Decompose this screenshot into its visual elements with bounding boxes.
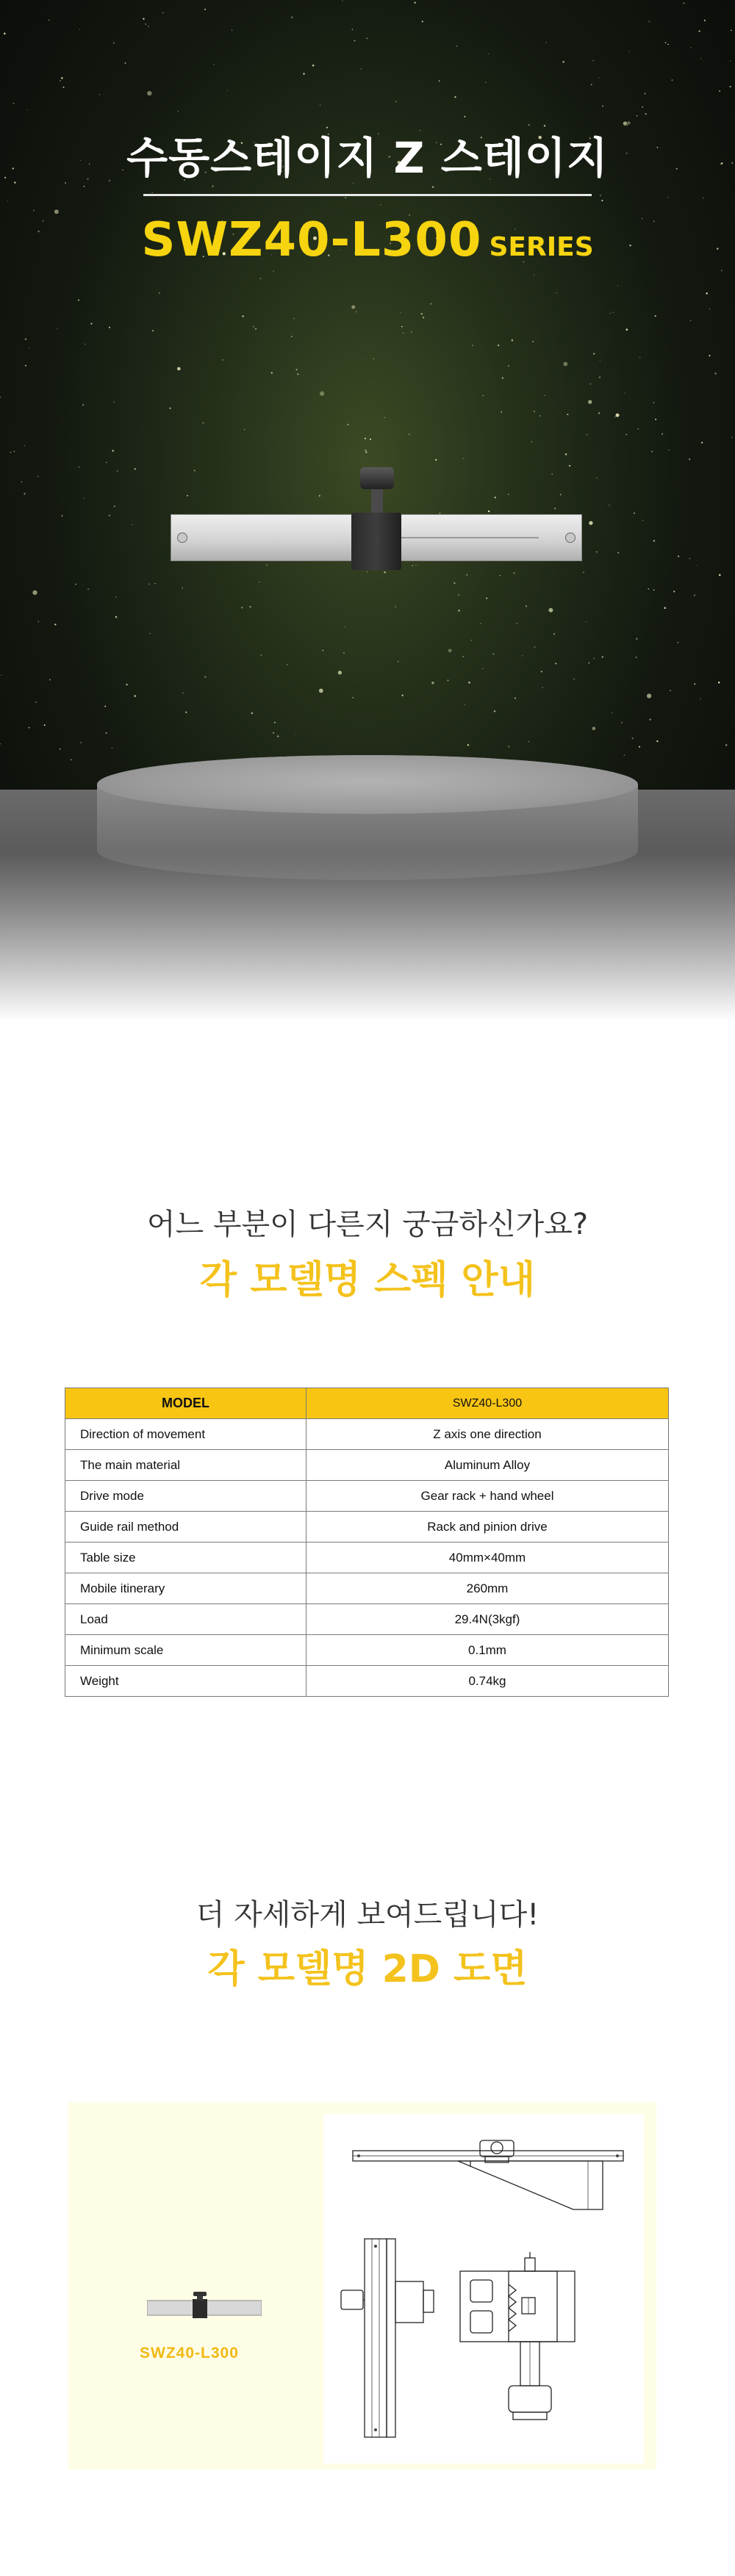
technical-drawing-area bbox=[323, 2114, 644, 2464]
spec-value: Aluminum Alloy bbox=[306, 1450, 669, 1481]
spec-value: 29.4N(3kgf) bbox=[306, 1604, 669, 1635]
stage-shaft bbox=[371, 488, 383, 514]
screw-icon bbox=[177, 533, 187, 543]
spec-header-label: MODEL bbox=[65, 1388, 306, 1419]
display-pedestal-top bbox=[97, 755, 638, 814]
table-row bbox=[65, 1450, 669, 1481]
spec-value: Gear rack + hand wheel bbox=[306, 1481, 669, 1512]
spec-headline: 각 모델명 스펙 안내 bbox=[199, 1258, 536, 1302]
spec-label: Direction of movement bbox=[65, 1419, 306, 1450]
spec-intro-text: 어느 부분이 다른지 궁금하신가요? bbox=[146, 1208, 589, 1241]
spec-label: Weight bbox=[65, 1666, 306, 1697]
spec-table bbox=[65, 1388, 669, 1697]
thumbnail-model-label: SWZ40-L300 bbox=[140, 2345, 239, 2362]
drawing-intro-text: 더 자세하게 보여드립니다! bbox=[196, 1898, 539, 1932]
table-row bbox=[65, 1512, 669, 1543]
spec-table-header bbox=[65, 1388, 669, 1419]
table-row bbox=[65, 1543, 669, 1573]
table-row bbox=[65, 1604, 669, 1635]
hero-model-name: SWZ40-L300 bbox=[141, 213, 482, 267]
table-row bbox=[65, 1481, 669, 1512]
spec-value: 0.74kg bbox=[306, 1666, 669, 1697]
technical-drawing-2d bbox=[323, 2114, 644, 2464]
spec-label: The main material bbox=[65, 1450, 306, 1481]
spec-label: Minimum scale bbox=[65, 1635, 306, 1666]
table-row bbox=[65, 1635, 669, 1666]
hero-banner bbox=[0, 0, 735, 1021]
hero-title: 수동스테이지 Z 스테이지 bbox=[126, 133, 609, 183]
drawing-headline: 각 모델명 2D 도면 bbox=[207, 1947, 528, 1991]
table-row bbox=[65, 1666, 669, 1697]
table-row bbox=[65, 1419, 669, 1450]
stage-carriage bbox=[351, 513, 401, 570]
spec-value: 40mm×40mm bbox=[306, 1543, 669, 1573]
spec-label: Mobile itinerary bbox=[65, 1573, 306, 1604]
hero-series-label: SERIES bbox=[489, 232, 594, 262]
table-row bbox=[65, 1573, 669, 1604]
spec-header-value: SWZ40-L300 bbox=[306, 1388, 669, 1419]
spec-value: 0.1mm bbox=[306, 1635, 669, 1666]
spec-label: Drive mode bbox=[65, 1481, 306, 1512]
spec-label: Table size bbox=[65, 1543, 306, 1573]
spec-value: 260mm bbox=[306, 1573, 669, 1604]
spec-value: Z axis one direction bbox=[306, 1419, 669, 1450]
spec-value: Rack and pinion drive bbox=[306, 1512, 669, 1543]
rail-slot bbox=[392, 537, 539, 538]
spec-label: Load bbox=[65, 1604, 306, 1635]
product-thumbnail bbox=[147, 2292, 262, 2324]
spec-label: Guide rail method bbox=[65, 1512, 306, 1543]
hand-wheel-knob bbox=[360, 467, 394, 489]
screw-icon bbox=[565, 533, 576, 543]
hero-model-line bbox=[0, 213, 735, 267]
hero-divider bbox=[143, 194, 592, 196]
